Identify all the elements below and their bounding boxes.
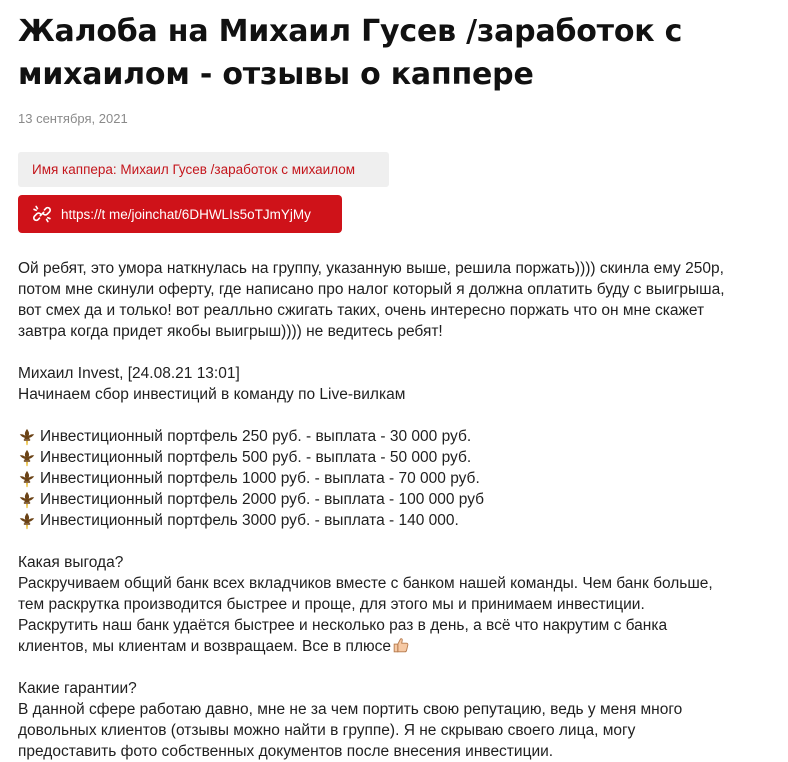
guarantee-heading: Какие гарантии?	[18, 680, 137, 697]
guarantee-line: довольных клиентов (отзывы можно найти в группе). Я не скрываю своего лица, могу	[18, 722, 636, 739]
portfolio-item	[18, 510, 770, 531]
quote-author: Михаил Invest, [24.08.21 13:01]	[18, 365, 240, 382]
intro-line: Ой ребят, это умора наткнулась на группу, указанную выше, решила поржать)))) скинла ему 250р,	[18, 260, 724, 277]
benefit-line: Раскручиваем общий банк всех вкладчиков вместе с банком нашей команды. Чем банк больше,	[18, 575, 713, 592]
telegram-link-text: https://t me/joinchat/6DHWLIs5oTJmYjMy	[61, 206, 311, 222]
benefit-heading: Какая выгода?	[18, 554, 124, 571]
fleur-de-lis-icon	[18, 491, 36, 509]
benefit-last-text: клиентов, мы клиентам и возвращаем. Все в плюсе	[18, 638, 391, 655]
portfolio-text: Инвестиционный портфель 500 руб. - выплата - 50 000 руб.	[40, 449, 472, 466]
portfolio-text: Инвестиционный портфель 250 руб. - выплата - 30 000 руб.	[40, 428, 472, 445]
fleur-de-lis-icon	[18, 428, 36, 446]
intro-line: потом мне скинули оферту, где написано про налог который я должна оплатить буду с выигрыша,	[18, 281, 725, 298]
benefit-line: тем раскрутка производится быстрее и проще, для этого мы и принимаем инвестиции.	[18, 596, 645, 613]
intro-line: вот смех да и только! вот реалльно сжигать таких, очень интересно поржать что он мне скажет	[18, 302, 705, 319]
portfolio-text: Инвестиционный портфель 3000 руб. - выплата - 140 000.	[40, 512, 459, 529]
thumbs-up-icon	[392, 636, 410, 654]
fleur-de-lis-icon	[18, 449, 36, 467]
benefit-line: Раскрутить наш банк удаётся быстрее и несколько раз в день, а всё что накрутим с банка	[18, 617, 668, 634]
publish-date: 13 сентября, 2021	[18, 111, 128, 126]
portfolio-item	[18, 468, 770, 489]
portfolio-text: Инвестиционный портфель 1000 руб. - выплата - 70 000 руб.	[40, 470, 480, 487]
fleur-de-lis-icon	[18, 512, 36, 530]
intro-line: завтра когда придет якобы выигрыш)))) не ведитесь ребят!	[18, 323, 443, 340]
broken-link-icon	[32, 204, 52, 224]
guarantee-line: В данной сфере работаю давно, мне не за чем портить свою репутацию, ведь у меня много	[18, 701, 683, 718]
capper-name-box	[18, 152, 389, 187]
portfolio-item	[18, 489, 770, 510]
page-title: Жалоба на Михаил Гусев /заработок с михаилом - отзывы о каппере	[18, 14, 683, 92]
guarantee-line: предоставить фото собственных документов после внесения инвестиции.	[18, 743, 554, 760]
benefit-line	[18, 636, 770, 657]
quote-heading: Начинаем сбор инвестиций в команду по Live-вилкам	[18, 386, 406, 403]
portfolio-text: Инвестиционный портфель 2000 руб. - выплата - 100 000 руб	[40, 491, 485, 508]
capper-name-label: Имя каппера: Михаил Гусев /заработок с михаилом	[32, 162, 356, 177]
portfolio-item	[18, 447, 770, 468]
telegram-link-button[interactable]	[18, 195, 342, 233]
portfolio-item	[18, 426, 770, 447]
complaint-text	[18, 258, 770, 762]
fleur-de-lis-icon	[18, 470, 36, 488]
